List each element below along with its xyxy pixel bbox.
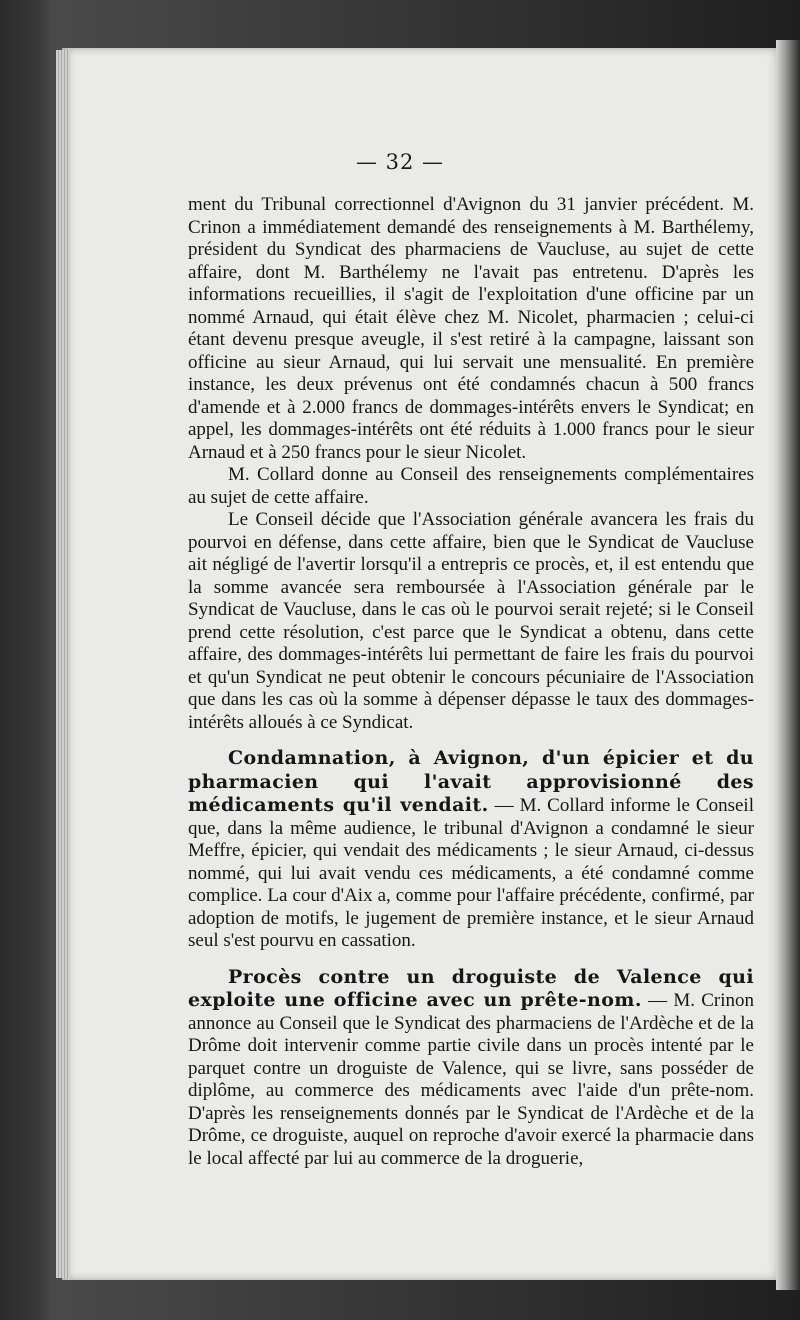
section-valence xyxy=(188,966,754,1171)
binding-edge xyxy=(56,50,70,1278)
section-avignon-body: — M. Collard informe le Conseil que, dans la même audience, le tribunal d'Avignon a condamné le sieur Meffre, épicier, qui vendait des médicaments ; le sieur Arnaud, ci-dessus nommé, qui lui avait vendu ces médicaments, a été condamné comme complice. La cour d'Aix a, comme pour l'affaire précédente, confirmé, par adoption de motifs, le jugement de première instance, et le sieur Arnaud seul s'est pourvu en cassation. xyxy=(188,795,754,951)
paragraph-conseil-decision: Le Conseil décide que l'Association générale avancera les frais du pourvoi en défense, dans cette affaire, bien que le Syndicat de Vaucluse ait négligé de l'avertir lorsqu'il a entrepris ce procès, et, il est entendu que la somme avancée sera remboursée à l'Association générale par le Syndicat de Vaucluse, dans le cas où le pourvoi serait rejeté; si le Conseil prend cette résolution, c'est parce que le Syndicat a obtenu, dans cette affaire, des dommages-intérêts lui permettant de faire les frais du pourvoi et qu'un Syndicat ne peut obtenir le concours pécuniaire de l'Association que dans les cas où la somme à dépenser dépasse le taux des dommages-intérêts alloués à ce Syndicat. xyxy=(188,509,754,733)
body-text xyxy=(188,194,754,1170)
section-valence-body: — M. Crinon annonce au Conseil que le Syndicat des pharmaciens de l'Ardèche et de la Drôme doit intervenir comme partie civile dans un procès intenté par le parquet contre un droguiste de Valence, qui se livre, sans posséder de diplôme, au commerce des médicaments avec l'aide d'un prête-nom. D'après les renseignements donnés par le Syndicat de l'Ardèche et de la Drôme, ce droguiste, auquel on reproche d'avoir exercé la pharmacie dans le local affecté par lui au commerce de la droguerie, xyxy=(188,990,754,1169)
section-avignon-heading: Condamnation, à Avignon, d'un épicier et du pharmacien qui l'avait approvisionné des médicaments qu'il vendait. xyxy=(188,747,754,816)
paragraph-collard: M. Collard donne au Conseil des renseignements complémentaires au sujet de cette affaire. xyxy=(188,464,754,508)
page-right-edge xyxy=(776,40,800,1290)
paragraph-continued: ment du Tribunal correctionnel d'Avignon du 31 janvier précédent. M. Crinon a immédiatement demandé des renseignements à M. Barthélemy, président du Syndicat des pharmaciens de Vaucluse, au sujet de cette affaire, dont M. Barthélemy ne l'avait pas entretenu. D'après les informations recueillies, il s'agit de l'exploitation d'une officine par un nommé Arnaud, qui était élève chez M. Nicolet, pharmacien ; celui-ci étant devenu presque aveugle, il s'est retiré à la campagne, laissant son officine au sieur Arnaud, qui lui servait une mensualité. En première instance, les deux prévenus ont été condamnés chacun à 500 francs d'amende et à 2.000 francs de dommages-intérêts envers le Syndicat; en appel, les dommages-intérêts ont été réduits à 1.000 francs pour le sieur Arnaud et à 250 francs pour le sieur Nicolet. xyxy=(188,194,754,463)
section-valence-heading: Procès contre un droguiste de Valence qui exploite une officine avec un prête-nom. xyxy=(188,965,754,1011)
section-avignon xyxy=(188,747,754,953)
page-number: — 32 — xyxy=(355,150,445,174)
